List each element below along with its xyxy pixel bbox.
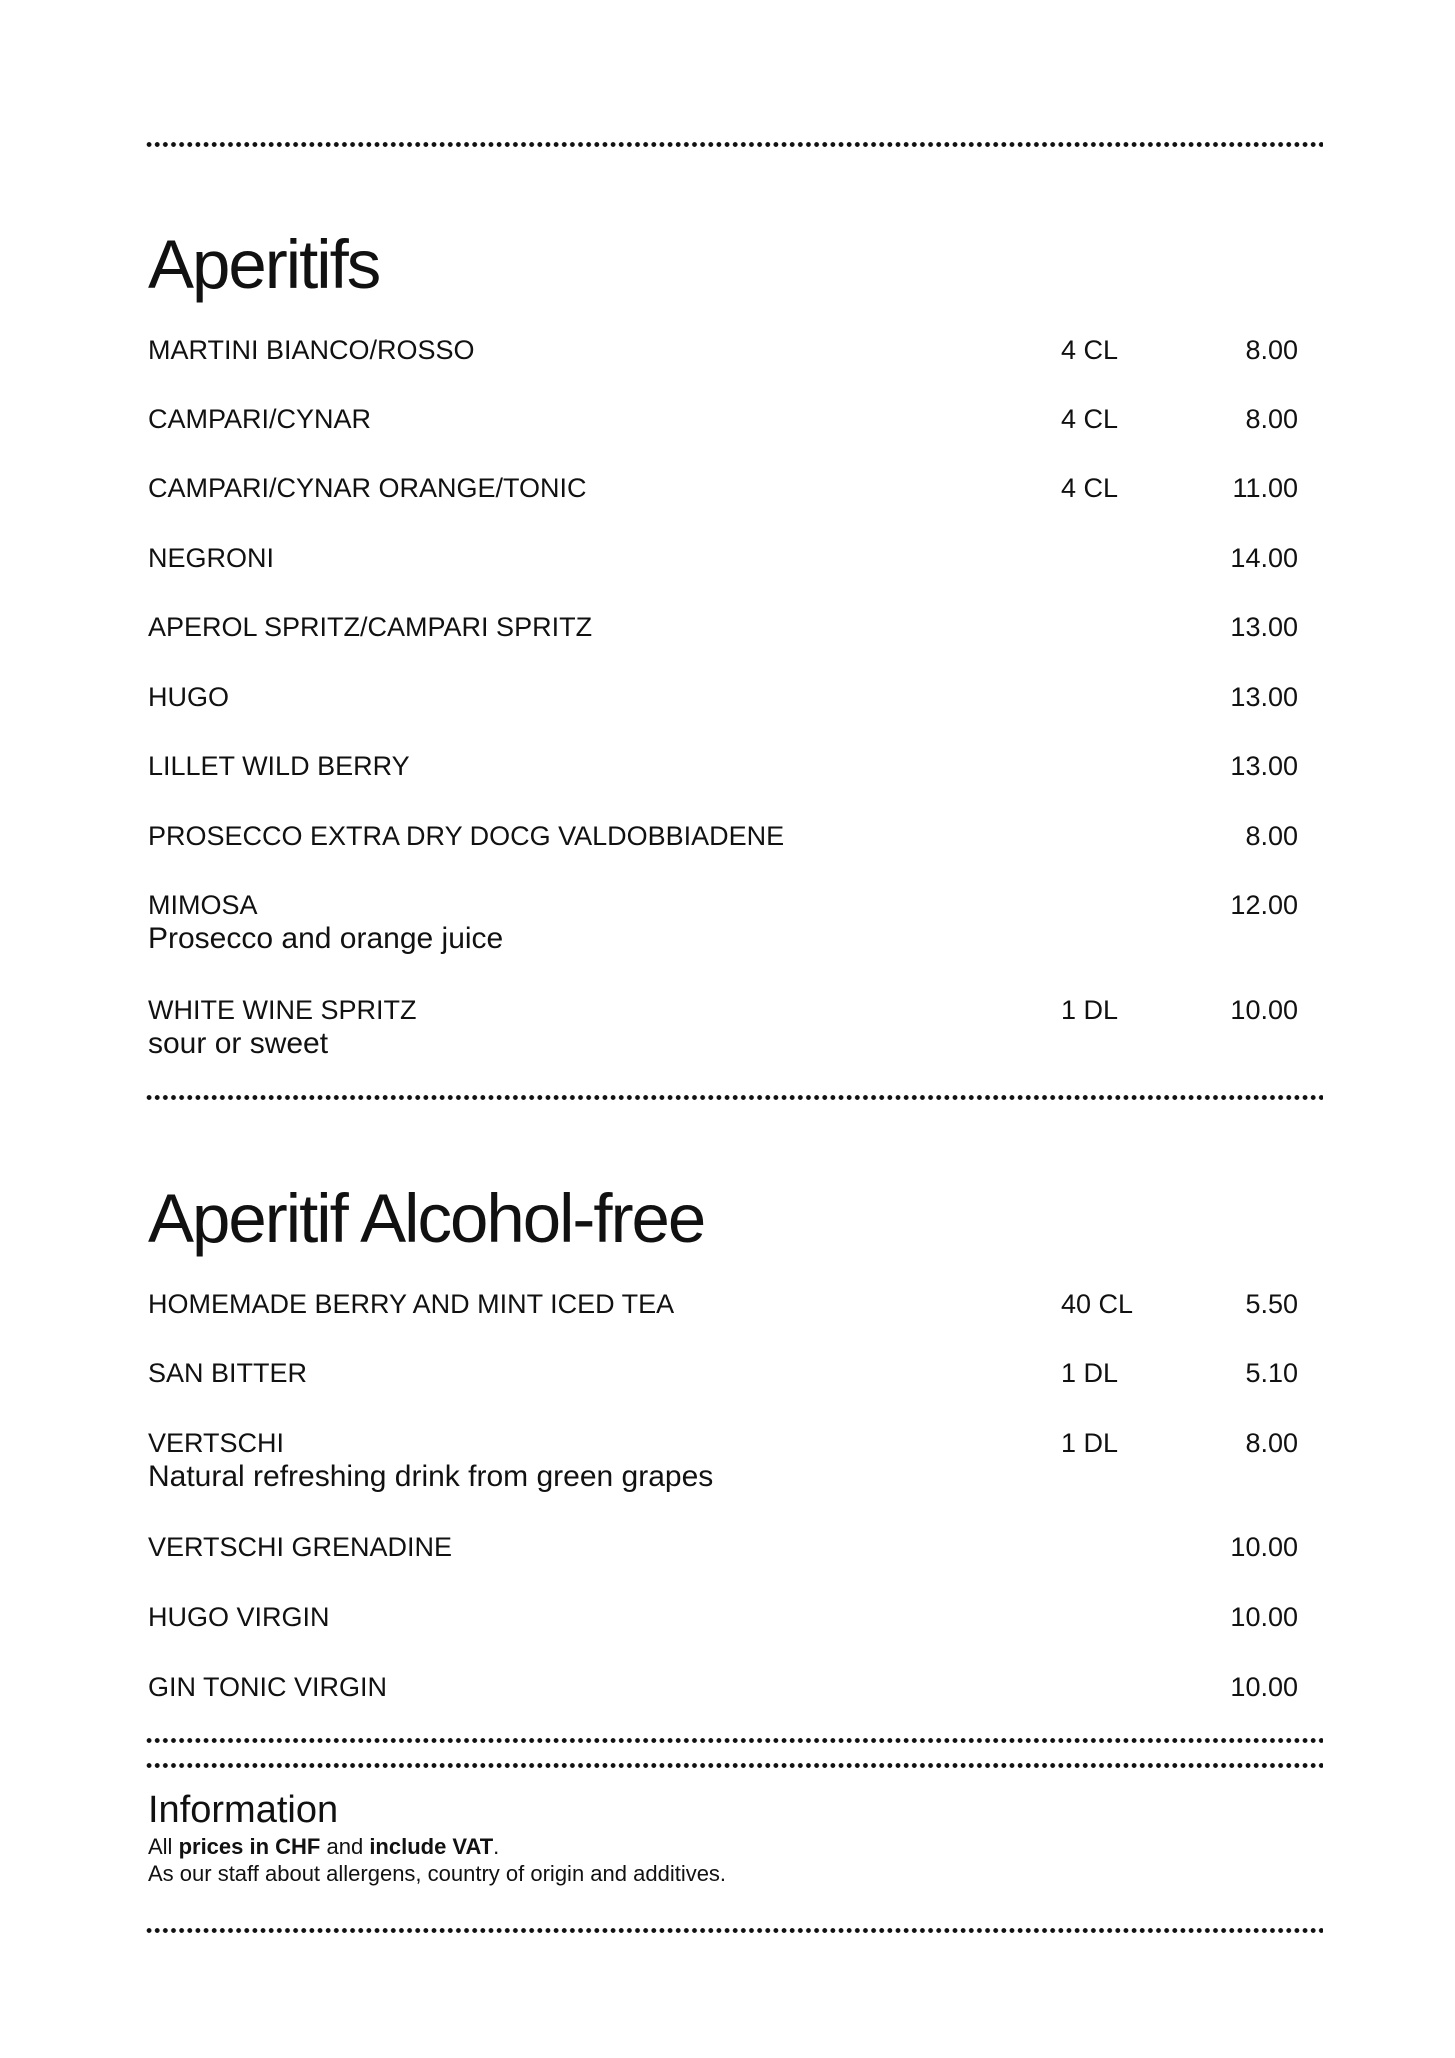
item-description: sour or sweet	[148, 1027, 329, 1060]
information-allergen-note: As our staff about allergens, country of origin and additives.	[148, 1861, 727, 1886]
info-text: All	[148, 1834, 179, 1859]
item-price: 8.00	[1245, 335, 1298, 365]
menu-item	[148, 471, 1298, 511]
dotted-divider	[145, 1763, 1323, 1768]
item-price: 10.00	[1230, 1672, 1298, 1702]
item-price: 13.00	[1230, 612, 1298, 642]
item-size: 1 DL	[1061, 995, 1119, 1025]
item-price: 5.50	[1245, 1289, 1298, 1319]
menu-item	[148, 333, 1298, 373]
menu-item	[148, 749, 1298, 789]
menu-item	[148, 993, 1298, 1060]
item-price: 12.00	[1230, 890, 1298, 920]
information-vat-note	[148, 1833, 499, 1861]
menu-item	[148, 680, 1298, 720]
item-name: MARTINI BIANCO/ROSSO	[148, 335, 475, 365]
item-name: NEGRONI	[148, 543, 275, 573]
item-price: 11.00	[1232, 473, 1298, 503]
item-price: 8.00	[1245, 821, 1298, 851]
item-size: 1 DL	[1061, 1358, 1119, 1388]
item-size: 4 CL	[1061, 335, 1119, 365]
menu-item	[148, 1670, 1298, 1710]
menu-item	[148, 1426, 1298, 1493]
item-size: 40 CL	[1061, 1289, 1134, 1319]
section-title: Aperitifs	[148, 226, 380, 303]
item-name: GIN TONIC VIRGIN	[148, 1672, 388, 1702]
item-name: PROSECCO EXTRA DRY DOCG VALDOBBIADENE	[148, 821, 785, 851]
item-price: 10.00	[1230, 995, 1298, 1025]
item-price: 8.00	[1245, 404, 1298, 434]
item-size: 4 CL	[1061, 404, 1119, 434]
item-name: VERTSCHI	[148, 1428, 285, 1458]
item-name: WHITE WINE SPRITZ	[148, 995, 417, 1025]
menu-item	[148, 1600, 1298, 1640]
item-price: 13.00	[1230, 751, 1298, 781]
item-price: 10.00	[1230, 1602, 1298, 1632]
dotted-divider	[145, 1095, 1323, 1100]
item-size: 1 DL	[1061, 1428, 1119, 1458]
menu-item	[148, 888, 1298, 955]
item-price: 10.00	[1230, 1532, 1298, 1562]
menu-item	[148, 541, 1298, 581]
menu-item	[148, 1530, 1298, 1570]
menu-item	[148, 1356, 1298, 1396]
item-name: MIMOSA	[148, 890, 258, 920]
item-description: Prosecco and orange juice	[148, 922, 504, 955]
item-price: 14.00	[1230, 543, 1298, 573]
info-text: and	[320, 1834, 370, 1859]
info-text-bold: prices in CHF	[178, 1834, 321, 1859]
item-name: CAMPARI/CYNAR ORANGE/TONIC	[148, 473, 587, 503]
menu-item	[148, 819, 1298, 859]
item-price: 5.10	[1245, 1358, 1298, 1388]
dotted-divider	[145, 142, 1323, 147]
item-name: VERTSCHI GRENADINE	[148, 1532, 453, 1562]
info-text-bold: include VAT	[369, 1834, 494, 1859]
item-name: LILLET WILD BERRY	[148, 751, 410, 781]
item-description: Natural refreshing drink from green grapes	[148, 1460, 714, 1493]
item-name: APEROL SPRITZ/CAMPARI SPRITZ	[148, 612, 593, 642]
information-title: Information	[148, 1789, 339, 1831]
dotted-divider	[145, 1928, 1323, 1933]
item-name: HUGO	[148, 682, 229, 712]
item-name: CAMPARI/CYNAR	[148, 404, 372, 434]
section-title: Aperitif Alcohol-free	[148, 1180, 705, 1257]
menu-item	[148, 610, 1298, 650]
dotted-divider	[145, 1738, 1323, 1743]
item-name: SAN BITTER	[148, 1358, 308, 1388]
info-text: .	[493, 1834, 500, 1859]
item-price: 8.00	[1245, 1428, 1298, 1458]
item-size: 4 CL	[1061, 473, 1119, 503]
item-name: HUGO VIRGIN	[148, 1602, 330, 1632]
menu-item	[148, 1287, 1298, 1327]
menu-item	[148, 402, 1298, 442]
item-price: 13.00	[1230, 682, 1298, 712]
item-name: HOMEMADE BERRY AND MINT ICED TEA	[148, 1289, 675, 1319]
